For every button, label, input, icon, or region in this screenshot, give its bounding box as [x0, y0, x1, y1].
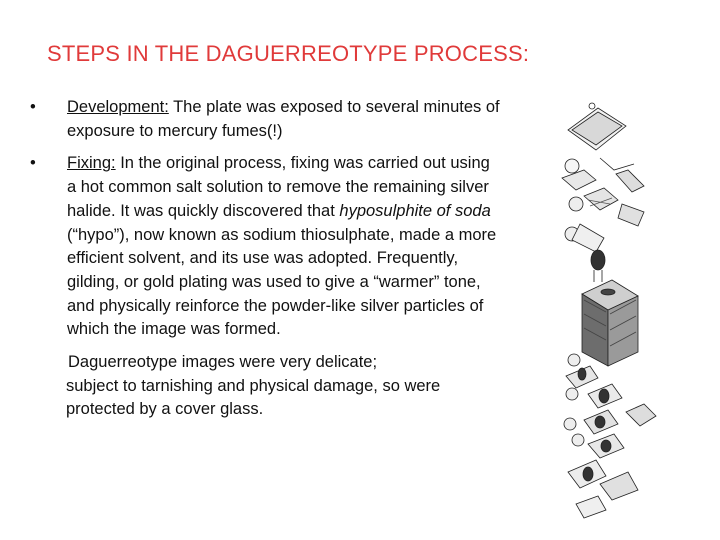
bullet-fixing [30, 152, 500, 342]
bullet-marker: • [30, 98, 36, 116]
bullet-term: Fixing: [67, 154, 116, 173]
note-paragraph [30, 351, 500, 422]
bullet-text: In the original process, fixing was carried out using a hot common salt solution to remove the remaining silver halide. It was quickly discovered that [67, 154, 490, 220]
bullet-term: Development: [67, 98, 169, 116]
bullet-marker: • [30, 154, 36, 173]
bullet-text: The plate was exposed to several minutes of exposure to mercury fumes(!) [67, 98, 500, 140]
slide-body [30, 96, 500, 422]
daguerreotype-process-illustration [548, 100, 720, 540]
note-line: Daguerreotype images were very delicate; [68, 353, 378, 372]
bullet-development [30, 96, 500, 143]
slide-title: STEPS IN THE DAGUERREOTYPE PROCESS: [47, 41, 530, 66]
note-line: subject to tarnishing and physical damage, so were protected by a cover glass. [66, 376, 441, 419]
bullet-text: (“hypo”), now known as sodium thiosulphate, made a more efficient solvent, and its use was adopted. Frequently, gilding, or gold plating was used to give a “warmer” tone, and physically reinforce the powder-like silver particles of which the image was formed. [67, 225, 497, 339]
bullet-italic-text: hyposulphite of soda [339, 201, 491, 220]
